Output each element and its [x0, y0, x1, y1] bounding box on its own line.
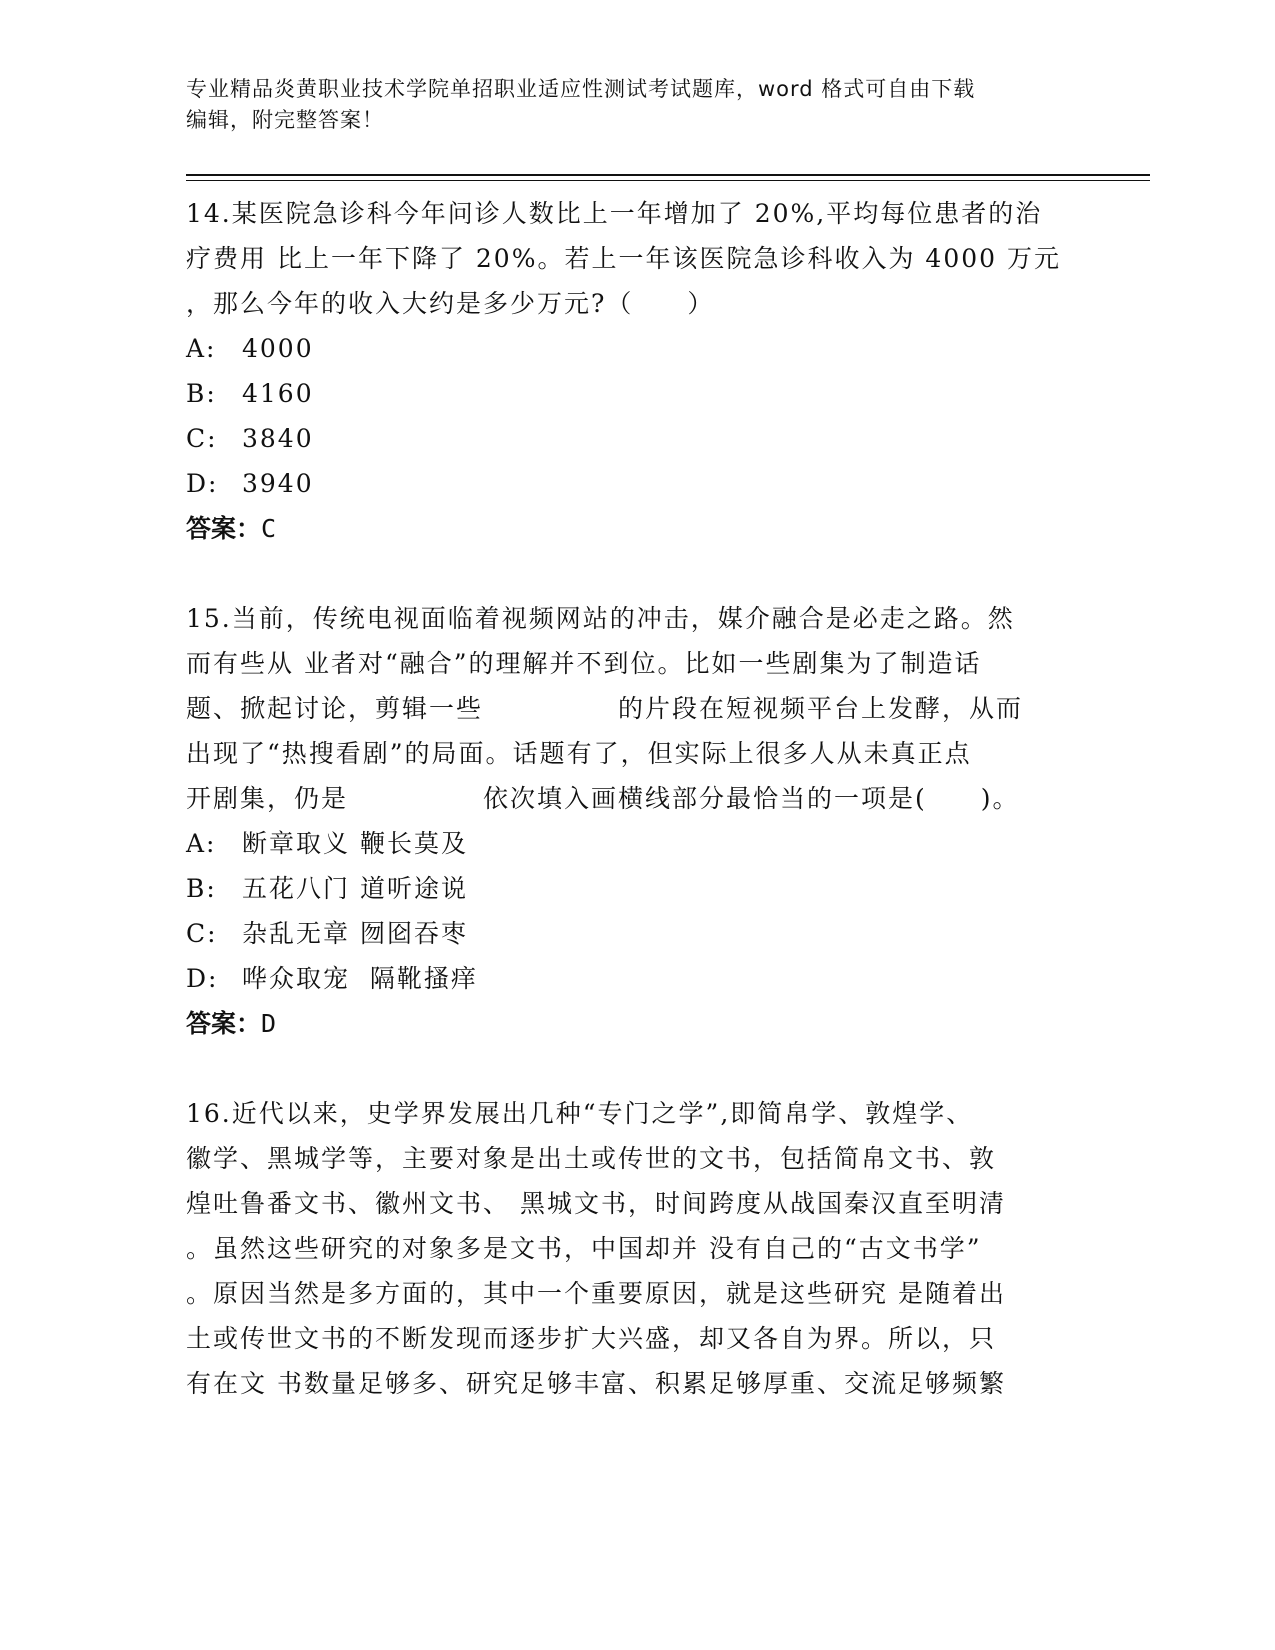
answer-value: C [261, 514, 277, 543]
question-line: 疗费用 比上一年下降了 20%。若上一年该医院急诊科收入为 4000 万元 [186, 244, 1061, 273]
answer-line [186, 1001, 1086, 1046]
option-value: 3940 [242, 469, 314, 498]
option-value: 哗众取宠 隔靴搔痒 [242, 964, 478, 993]
answer-label: 答案： [186, 1009, 262, 1038]
option-key: B: [186, 379, 217, 408]
question-line: 有在文 书数量足够多、研究足够丰富、积累足够厚重、交流足够频繁 [186, 1369, 1006, 1398]
option-c [186, 416, 1086, 461]
question-15 [186, 596, 1086, 1046]
header-line-2: 编辑，附完整答案！ [186, 108, 384, 132]
option-a [186, 326, 1086, 371]
question-16 [186, 1091, 1086, 1406]
option-value: 五花八门 道听途说 [242, 874, 468, 903]
question-line: 16.近代以来，史学界发展出几种“专门之学”,即简帛学、敦煌学、 [186, 1099, 974, 1128]
option-value: 杂乱无章 囫囵吞枣 [242, 919, 468, 948]
page-header [186, 74, 1066, 136]
option-value: 4160 [242, 379, 314, 408]
question-line: 题、掀起讨论，剪辑一些 的片段在短视频平台上发酵，从而 [186, 694, 1024, 723]
option-d [186, 956, 1086, 1001]
option-value: 断章取义 鞭长莫及 [242, 829, 468, 858]
option-value: 4000 [242, 334, 314, 363]
option-key: A: [186, 829, 217, 858]
option-key: C: [186, 424, 218, 453]
question-line: 开剧集，仍是 依次填入画横线部分最恰当的一项是( )。 [186, 784, 1020, 813]
answer-value: D [261, 1009, 277, 1038]
answer-line [186, 506, 1086, 551]
question-line: 出现了“热搜看剧”的局面。话题有了，但实际上很多人从未真正点 [186, 739, 972, 768]
question-spacer [186, 1046, 1086, 1091]
question-line: ，那么今年的收入大约是多少万元?（ ） [186, 289, 715, 318]
option-d [186, 461, 1086, 506]
question-line: 14.某医院急诊科今年问诊人数比上一年增加了 20%,平均每位患者的治 [186, 199, 1043, 228]
option-b [186, 371, 1086, 416]
header-line-1: 专业精品炎黄职业技术学院单招职业适应性测试考试题库，word 格式可自由下载 [186, 77, 976, 101]
question-line: 徽学、黑城学等，主要对象是出土或传世的文书，包括简帛文书、敦 [186, 1144, 997, 1173]
question-spacer [186, 551, 1086, 596]
question-line: 15.当前，传统电视面临着视频网站的冲击，媒介融合是必走之路。然 [186, 604, 1015, 633]
header-rule-thick [186, 174, 1150, 176]
option-key: B: [186, 874, 217, 903]
option-key: C: [186, 919, 218, 948]
option-c [186, 911, 1086, 956]
question-line: 煌吐鲁番文书、徽州文书、 黑城文书，时间跨度从战国秦汉直至明清 [186, 1189, 1006, 1218]
question-14 [186, 191, 1086, 551]
answer-label: 答案： [186, 514, 262, 543]
option-value: 3840 [242, 424, 314, 453]
option-a [186, 821, 1086, 866]
option-key: D: [186, 469, 219, 498]
question-line: 土或传世文书的不断发现而逐步扩大兴盛，却又各自为界。所以，只 [186, 1324, 997, 1353]
option-b [186, 866, 1086, 911]
document-body [186, 191, 1086, 1406]
question-line: 。原因当然是多方面的，其中一个重要原因，就是这些研究 是随着出 [186, 1279, 1006, 1308]
option-key: A: [186, 334, 217, 363]
header-rule-thin [186, 180, 1150, 181]
question-line: 而有些从 业者对“融合”的理解并不到位。比如一些剧集为了制造话 [186, 649, 982, 678]
question-line: 。虽然这些研究的对象多是文书，中国却并 没有自己的“古文书学” [186, 1234, 982, 1263]
option-key: D: [186, 964, 219, 993]
